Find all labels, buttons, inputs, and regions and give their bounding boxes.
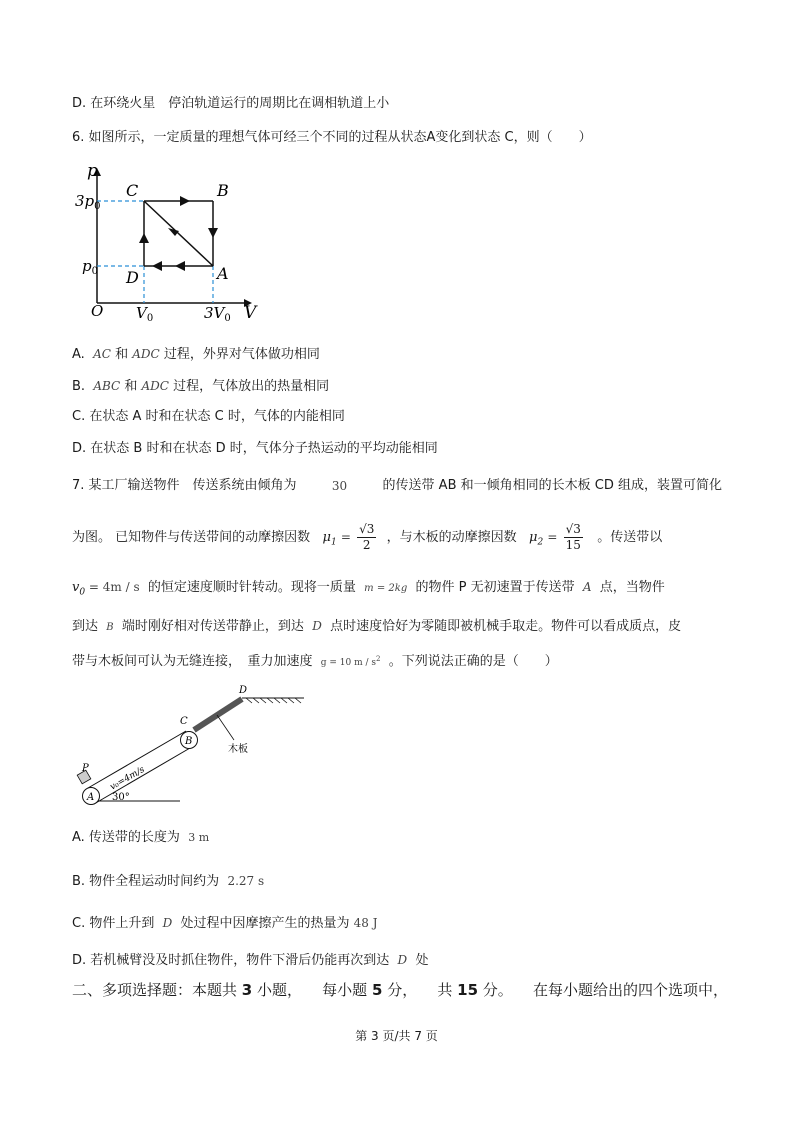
label-3v0: $3V_0$ bbox=[204, 304, 231, 324]
label-p: p bbox=[87, 161, 98, 181]
q5-option-d: D. 在环绕火星 停泊轨道运行的周期比在调相轨道上小 bbox=[72, 96, 390, 111]
label-a: A bbox=[87, 792, 95, 803]
label-origin: O bbox=[91, 302, 104, 320]
label-p0: $p_0$ bbox=[82, 257, 98, 277]
q7-conveyor-diagram bbox=[72, 684, 312, 809]
q7-option-b: B. 物件全程运动时间约为 2.27 s bbox=[72, 874, 265, 889]
mu1-fraction: $\frac{√3}{2}$ bbox=[359, 522, 375, 552]
mu2-fraction: $\frac{√3}{15}$ bbox=[565, 522, 581, 552]
label-board: 木板 bbox=[228, 744, 248, 755]
label-b: B bbox=[185, 736, 193, 747]
label-p: P bbox=[82, 763, 89, 774]
q7-option-c: C. 物件上升到 D 处过程中因摩擦产生的热量为 48 J bbox=[72, 916, 378, 931]
q6-option-c: C. 在状态 A 时和在状态 C 时，气体的内能相同 bbox=[72, 409, 345, 424]
q7-stem-line-3: $v_0 = 4m / s$ 的恒定速度顺时针转动。现将一质量 m = 2kg 的物件 P 无初速置于传送带 A 点，当物件 bbox=[72, 580, 665, 598]
q6-option-a: A. AC 和 ADC 过程，外界对气体做功相同 bbox=[72, 347, 320, 362]
label-state-a: A bbox=[217, 264, 229, 283]
label-state-d: D bbox=[126, 268, 139, 287]
q6-stem: 6. 如图所示，一定质量的理想气体可经三个不同的过程从状态A变化到状态 C，则（ ） bbox=[72, 130, 592, 145]
label-c: C bbox=[180, 716, 188, 727]
q7-stem-line-4: 到达 B 端时刚好相对传送带静止，到达 D 点时速度恰好为零随即被机械手取走。物件可以看成质点，皮 bbox=[72, 619, 682, 634]
label-angle: 30° bbox=[112, 792, 130, 803]
label-state-b: B bbox=[217, 181, 229, 200]
wooden-board bbox=[194, 699, 242, 730]
path-a-c bbox=[144, 201, 213, 266]
q7-stem-line-1: 7. 某工厂输送物件 传送系统由倾角为 30 的传送带 AB 和一倾角相同的长木板 CD 组成，装置可简化 bbox=[72, 478, 722, 493]
label-d: D bbox=[239, 685, 248, 696]
label-state-c: C bbox=[126, 181, 139, 200]
q7-stem-line-5: 带与木板间可认为无缝连接， 重力加速度 g = 10 m / $s^2$ 。下列说法正确的是（ ） bbox=[72, 654, 558, 669]
q7-option-d: D. 若机械臂没及时抓住物件，物件下滑后仍能再次到达 D 处 bbox=[72, 953, 429, 968]
q6-pv-diagram bbox=[72, 158, 272, 328]
q6-option-d: D. 在状态 B 时和在状态 D 时，气体分子热运动的平均动能相同 bbox=[72, 441, 438, 456]
label-v: V bbox=[244, 303, 257, 323]
label-v0: $V_0$ bbox=[136, 304, 154, 324]
page-footer: 第 3 页/共 7 页 bbox=[355, 1029, 438, 1043]
section-2-heading: 二、多项选择题：本题共 3 小题， 每小题 5 分， 共 15 分。 在每小题给出的四个选项中， bbox=[72, 981, 728, 999]
q6-option-b: B. ABC 和 ADC 过程，气体放出的热量相同 bbox=[72, 379, 330, 394]
q7-stem-line-2: 为图。 已知物件与传送带间的动摩擦因数 $\mu_1$ = $\frac{√3}{2}$ ，与木板的动摩擦因数 $\mu_2$ = $\frac{√3}{15}$ 。传送带以 bbox=[72, 522, 663, 552]
q7-option-a: A. 传送带的长度为 3 m bbox=[72, 830, 210, 845]
label-3p0: $3p_0$ bbox=[75, 192, 101, 212]
label-speed: v₀=4m/s bbox=[108, 764, 147, 793]
